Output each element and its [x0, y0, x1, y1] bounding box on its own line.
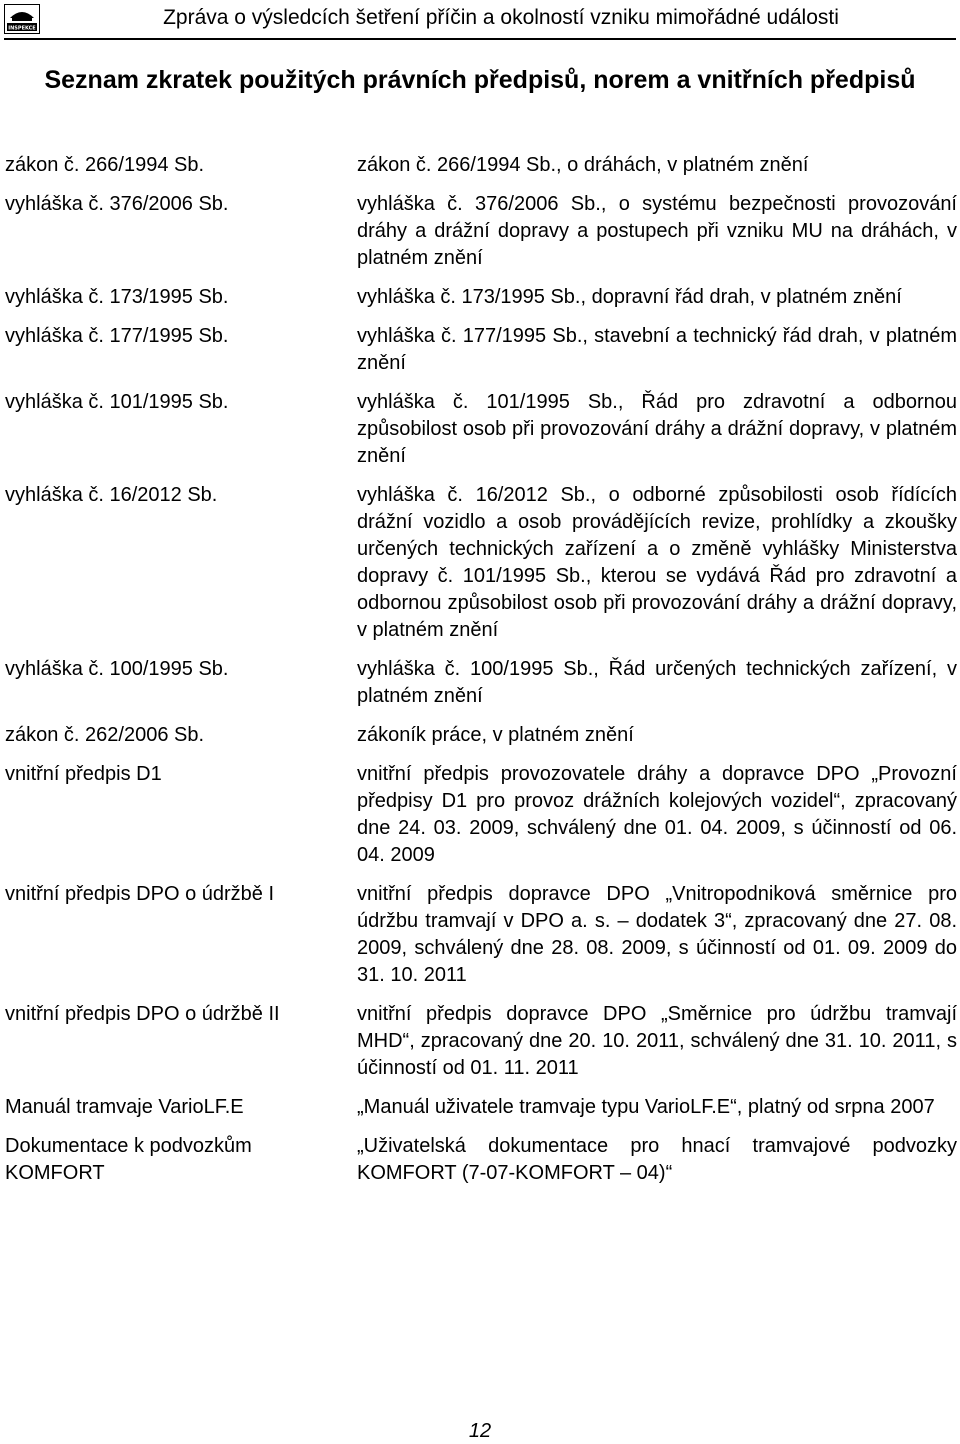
abbreviation: Manuál tramvaje VarioLF.E	[5, 1096, 244, 1118]
abbreviation-description: vnitřní předpis provozovatele dráhy a dopravce DPO „Provozní předpisy D1 pro provoz drážních kolejových vozidel“, zpracovaný dne 24. 03. 2009, schválený dne 01. 04. 2009, s účinností od 06. 04. 2009	[357, 763, 957, 866]
abbreviation: vyhláška č. 177/1995 Sb.	[5, 325, 229, 347]
abbreviation-description: vyhláška č. 101/1995 Sb., Řád pro zdravotní a odbornou způsobilost osob při provozování dráhy a drážní dopravy, v platném znění	[357, 391, 957, 467]
list-item	[0, 284, 960, 311]
list-item	[0, 389, 960, 470]
abbreviation: zákon č. 262/2006 Sb.	[5, 724, 205, 746]
list-item	[0, 191, 960, 272]
abbreviation-list	[0, 152, 960, 1199]
svg-text:INSPEKCE: INSPEKCE	[8, 25, 36, 32]
list-item	[0, 152, 960, 179]
abbreviation: vnitřní předpis DPO o údržbě I	[5, 883, 275, 905]
list-item	[0, 1094, 960, 1121]
list-item	[0, 323, 960, 377]
page-number: 12	[468, 1420, 492, 1442]
abbreviation-description: zákon č. 266/1994 Sb., o dráhách, v platném znění	[357, 154, 809, 176]
abbreviation-description: vyhláška č. 376/2006 Sb., o systému bezpečnosti provozování dráhy a drážní dopravy a postupech při vzniku MU na dráhách, v platném znění	[357, 193, 957, 269]
abbreviation: Dokumentace k podvozkům KOMFORT	[5, 1135, 252, 1184]
abbreviation: vyhláška č. 100/1995 Sb.	[5, 658, 229, 680]
abbreviation-description: zákoník práce, v platném znění	[357, 724, 634, 746]
header-divider	[4, 38, 956, 40]
abbreviation: zákon č. 266/1994 Sb.	[5, 154, 205, 176]
abbreviation-description: vnitřní předpis dopravce DPO „Vnitropodniková směrnice pro údržbu tramvají v DPO a. s. – dodatek 3“, zpracovaný dne 27. 08. 2009, schválený dne 28. 08. 2009, s účinností od 01. 09. 2009 do 31. 10. 2011	[357, 883, 957, 986]
abbreviation-description: vyhláška č. 177/1995 Sb., stavební a technický řád drah, v platném znění	[357, 325, 957, 374]
abbreviation-description: vnitřní předpis dopravce DPO „Směrnice pro údržbu tramvají MHD“, zpracovaný dne 20. 10. 2011, schválený dne 31. 10. 2011, s účinností od 01. 11. 2011	[357, 1003, 957, 1079]
list-item	[0, 1133, 960, 1187]
page-header	[0, 0, 960, 44]
abbreviation-description: vyhláška č. 173/1995 Sb., dopravní řád drah, v platném znění	[357, 286, 902, 308]
abbreviation: vyhláška č. 16/2012 Sb.	[5, 484, 218, 506]
abbreviation-description: „Uživatelská dokumentace pro hnací tramvajové podvozky KOMFORT (7-07-KOMFORT – 04)“	[357, 1135, 957, 1184]
abbreviation-description: „Manuál uživatele tramvaje typu VarioLF.E“, platný od srpna 2007	[357, 1096, 935, 1118]
list-item	[0, 1001, 960, 1082]
abbreviation: vnitřní předpis DPO o údržbě II	[5, 1003, 280, 1025]
drazni-inspekce-logo-icon	[4, 4, 40, 34]
abbreviation-description: vyhláška č. 16/2012 Sb., o odborné způsobilosti osob řídících drážní vozidlo a osob provádějících revize, prohlídky a zkoušky určených technických zařízení a o změně vyhlášky Ministerstva dopravy č. 101/1995 Sb., kterou se vydává Řád pro zdravotní a odbornou způsobilost osob při provozování dráhy a drážní dopravy, v platném znění	[357, 484, 957, 641]
list-item	[0, 881, 960, 989]
list-item	[0, 656, 960, 710]
abbreviation: vyhláška č. 173/1995 Sb.	[5, 286, 229, 308]
abbreviation-description: vyhláška č. 100/1995 Sb., Řád určených technických zařízení, v platném znění	[357, 658, 957, 707]
document-title: Seznam zkratek použitých právních předpisů, norem a vnitřních předpisů	[44, 66, 916, 94]
abbreviation: vyhláška č. 376/2006 Sb.	[5, 193, 229, 215]
list-item	[0, 761, 960, 869]
abbreviation: vnitřní předpis D1	[5, 763, 162, 785]
list-item	[0, 722, 960, 749]
list-item	[0, 482, 960, 644]
abbreviation: vyhláška č. 101/1995 Sb.	[5, 391, 229, 413]
header-title: Zpráva o výsledcích šetření příčin a okolností vzniku mimořádné události	[163, 6, 839, 29]
